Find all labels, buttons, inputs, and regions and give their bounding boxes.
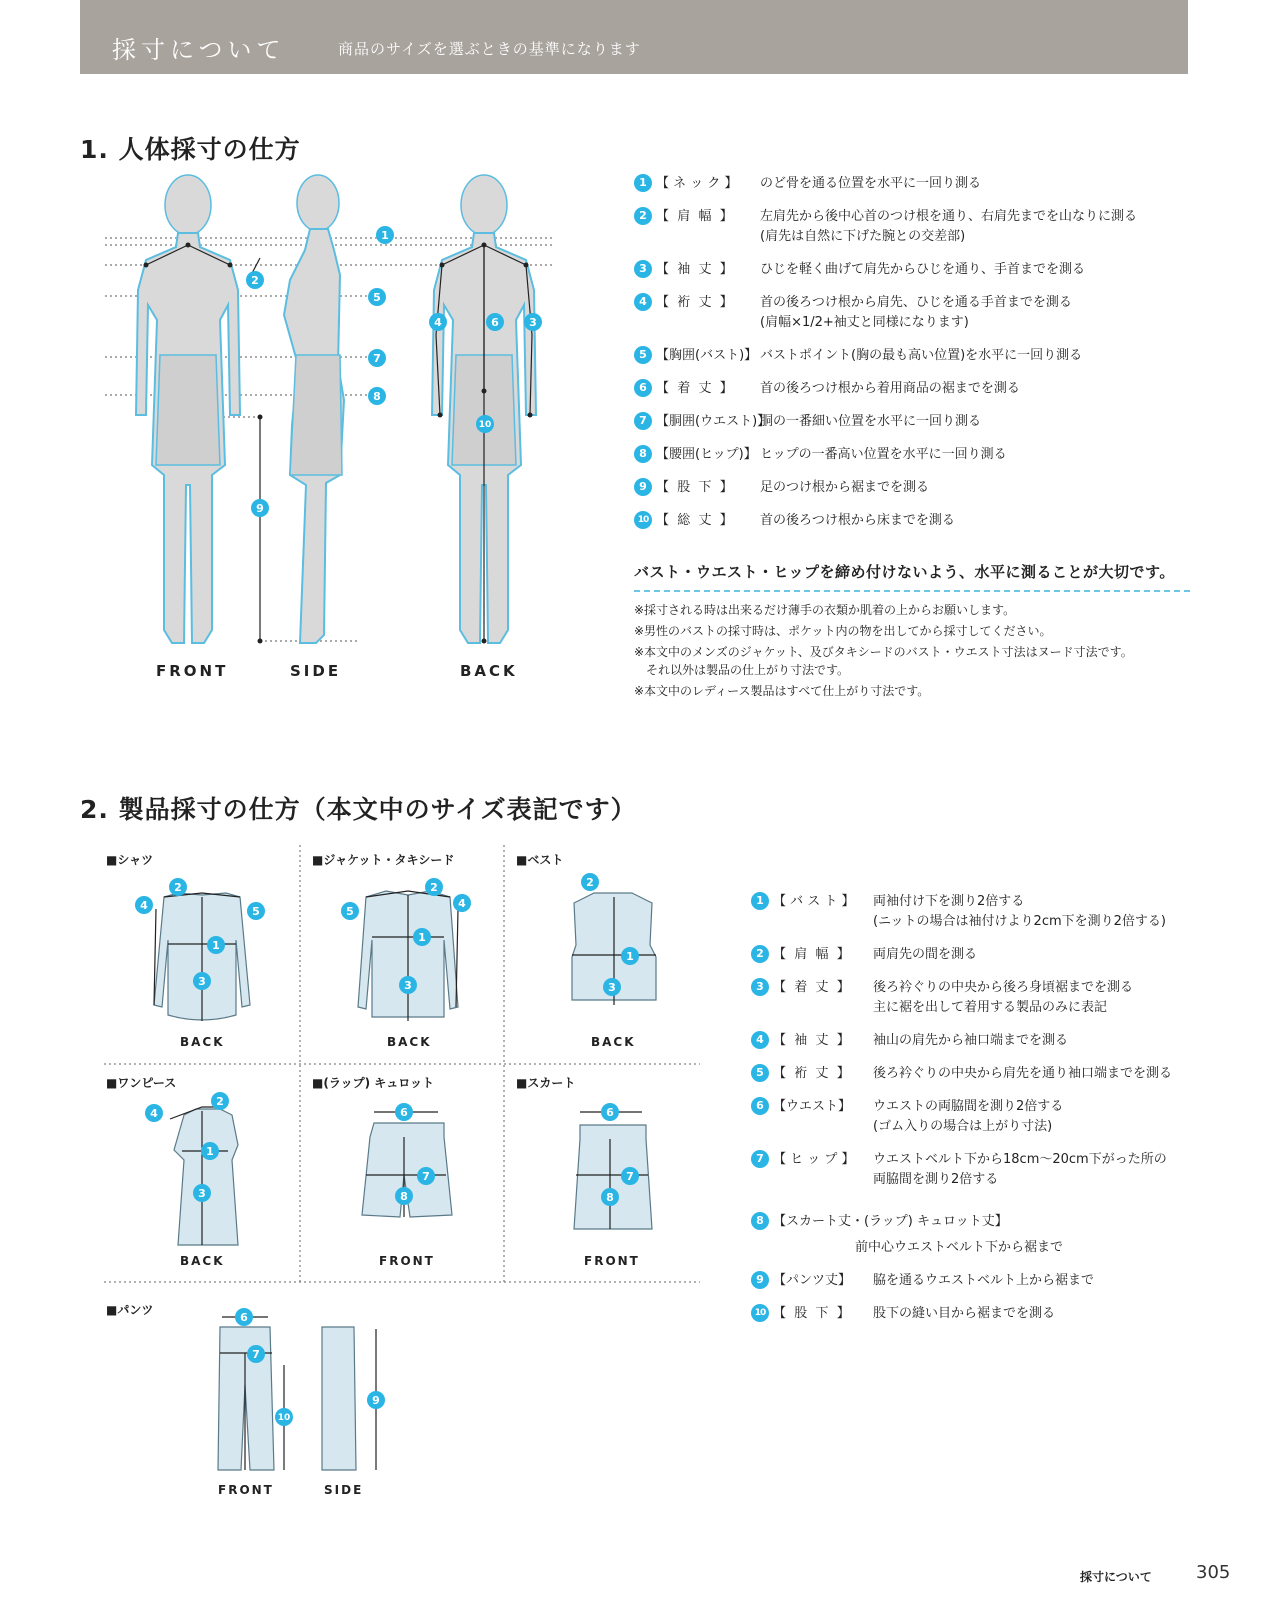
item-label: 【 着 丈 】 <box>656 381 733 396</box>
svg-text:3: 3 <box>198 1187 206 1200</box>
svg-text:3: 3 <box>198 975 206 988</box>
pants-marker-7 <box>247 1345 265 1363</box>
num-badge: 7 <box>751 1150 769 1168</box>
item-label: 【腰囲(ヒップ)】 <box>656 447 757 462</box>
marker-9 <box>251 499 269 517</box>
item-label: 【 肩 幅 】 <box>656 209 733 224</box>
item-desc: 両肩先の間を測る <box>873 947 978 962</box>
svg-text:2: 2 <box>586 876 594 889</box>
num-badge: 6 <box>751 1097 769 1115</box>
header-subtitle: 商品のサイズを選ぶときの基準になります <box>338 40 641 58</box>
item-desc: 足のつけ根から裾までを測る <box>760 480 930 495</box>
item-label: 【 ネ ッ ク 】 <box>656 176 738 191</box>
svg-text:8: 8 <box>400 1190 408 1203</box>
num-badge: 3 <box>751 978 769 996</box>
svg-text:5: 5 <box>252 905 260 918</box>
marker-3 <box>524 313 542 331</box>
marker-7 <box>368 349 386 367</box>
svg-text:2: 2 <box>174 881 182 894</box>
jacket-drawing <box>358 891 458 1021</box>
svg-text:7: 7 <box>422 1170 430 1183</box>
cell-title-pants: ■パンツ <box>106 1303 154 1317</box>
marker-10 <box>476 415 494 433</box>
body-item-8 <box>634 445 1194 465</box>
num-badge: 7 <box>634 412 652 430</box>
item-label: 【ウエスト】 <box>773 1099 852 1114</box>
cell-title-onepiece: ■ワンピース <box>106 1076 177 1090</box>
jacket-marker-3 <box>399 976 417 994</box>
num-badge: 9 <box>751 1271 769 1289</box>
body-figures <box>100 165 580 705</box>
item-desc: 後ろ衿ぐりの中央から肩先を通り袖口端までを測る <box>873 1066 1173 1081</box>
culotte-marker-6 <box>395 1103 413 1121</box>
num-badge: 1 <box>634 174 652 192</box>
item-label: 【パンツ丈】 <box>773 1273 852 1288</box>
svg-text:6: 6 <box>491 316 499 329</box>
onepiece-marker-3 <box>193 1184 211 1202</box>
onepiece-marker-1 <box>201 1142 219 1160</box>
item-desc: 脇を通るウエストベルト上から裾まで <box>873 1273 1095 1288</box>
num-badge: 10 <box>751 1304 769 1322</box>
svg-text:9: 9 <box>256 502 264 515</box>
svg-text:5: 5 <box>346 905 354 918</box>
item-label: 【 裄 丈 】 <box>773 1066 850 1081</box>
item-label: 【スカート丈・(ラップ) キュロット丈】 <box>773 1214 1008 1229</box>
shirt-marker-2 <box>169 878 187 896</box>
marker-2 <box>246 271 264 289</box>
svg-text:3: 3 <box>608 981 616 994</box>
item-label: 【 総 丈 】 <box>656 513 733 528</box>
body-item-10 <box>634 511 1194 531</box>
advice-text: バスト・ウエスト・ヒップを締め付けないよう、水平に測ることが大切です。 <box>634 561 1190 592</box>
item-desc: 後ろ衿ぐりの中央から後ろ身頃裾までを測る 主に裾を出して着用する製品のみに表記 <box>873 980 1134 1015</box>
onepiece-marker-4 <box>145 1104 163 1122</box>
body-item-4 <box>634 293 1194 333</box>
num-badge: 1 <box>751 892 769 910</box>
svg-text:6: 6 <box>606 1106 614 1119</box>
svg-text:2: 2 <box>251 274 259 287</box>
svg-text:8: 8 <box>373 390 381 403</box>
body-item-3 <box>634 260 1194 280</box>
num-badge: 6 <box>634 379 652 397</box>
skirt-marker-7 <box>621 1167 639 1185</box>
svg-text:10: 10 <box>478 420 492 430</box>
note-3: ※本文中のメンズのジャケット、及びタキシードのバスト・ウエスト寸法はヌード寸法です。 それ以外は製品の仕上がり寸法です。 <box>634 645 1133 677</box>
item-desc: ヒップの一番高い位置を水平に一回り測る <box>760 447 1007 462</box>
body-item-7 <box>634 412 1194 432</box>
prod-item-2 <box>751 945 1191 965</box>
item-desc: ウエストの両脇間を測り2倍する (ゴム入りの場合は上がり寸法) <box>873 1099 1064 1134</box>
num-badge: 8 <box>634 445 652 463</box>
svg-text:4: 4 <box>434 316 442 329</box>
pants-front-drawing <box>218 1317 284 1470</box>
section2-title: 2. 製品採寸の仕方（本文中のサイズ表記です） <box>80 795 637 824</box>
jacket-marker-5 <box>341 902 359 920</box>
svg-text:6: 6 <box>400 1106 408 1119</box>
item-label: 【 裄 丈 】 <box>656 295 733 310</box>
svg-text:2: 2 <box>216 1095 224 1108</box>
pants-marker-6 <box>235 1308 253 1326</box>
note-2: ※男性のバストの採寸時は、ポケット内の物を出してから採寸してください。 <box>634 624 1052 638</box>
item-desc: 左肩先から後中心首のつけ根を通り、右肩先までを山なりに測る (肩先は自然に下げた腕との交差部) <box>760 209 1138 244</box>
item-label: 【 袖 丈 】 <box>773 1033 850 1048</box>
jacket-marker-1 <box>413 928 431 946</box>
vest-marker-3 <box>603 978 621 996</box>
shirt-marker-3 <box>193 972 211 990</box>
svg-text:7: 7 <box>626 1170 634 1183</box>
prod-item-9 <box>751 1271 1191 1291</box>
num-badge: 4 <box>634 293 652 311</box>
item-desc: 首の後ろつけ根から床までを測る <box>760 513 955 528</box>
vest-marker-1 <box>621 947 639 965</box>
svg-text:7: 7 <box>252 1348 260 1361</box>
pants-marker-10 <box>275 1408 293 1426</box>
prod-item-10 <box>751 1304 1191 1324</box>
prod-item-4 <box>751 1031 1191 1051</box>
shirt-marker-5 <box>247 902 265 920</box>
prod-item-8 <box>751 1212 1191 1258</box>
cap-onepiece: BACK <box>180 1254 225 1268</box>
item-desc: 首の後ろつけ根から着用商品の裾までを測る <box>760 381 1020 396</box>
item-desc: のど骨を通る位置を水平に一回り測る <box>760 176 982 191</box>
culotte-marker-8 <box>395 1187 413 1205</box>
svg-text:3: 3 <box>529 316 537 329</box>
cap-skirt: FRONT <box>584 1254 640 1268</box>
item-desc: 首の後ろつけ根から肩先、ひじを通る手首までを測る (肩幅×1/2+袖丈と同様になります) <box>760 295 1072 330</box>
item-label: 【 バ ス ト 】 <box>773 894 855 909</box>
marker-8 <box>368 387 386 405</box>
svg-text:5: 5 <box>373 291 381 304</box>
prod-item-5 <box>751 1064 1191 1084</box>
footer-label: 採寸について <box>1080 1570 1152 1584</box>
item-desc: 胴の一番細い位置を水平に一回り測る <box>760 414 982 429</box>
item-label: 【 ヒ ッ プ 】 <box>773 1152 855 1167</box>
section1-title: 1. 人体採寸の仕方 <box>80 135 301 164</box>
cell-title-vest: ■ベスト <box>516 853 564 867</box>
note-1: ※採寸される時は出来るだけ薄手の衣類か肌着の上からお願いします。 <box>634 603 1016 617</box>
svg-text:2: 2 <box>430 881 438 894</box>
garment-grid <box>104 845 718 1525</box>
svg-text:4: 4 <box>458 897 466 910</box>
skirt-drawing <box>574 1112 652 1229</box>
item-desc: 前中心ウエストベルト下から裾まで <box>855 1240 1064 1255</box>
item-label: 【 袖 丈 】 <box>656 262 733 277</box>
prod-item-3 <box>751 978 1191 1018</box>
cell-title-skirt: ■スカート <box>516 1076 576 1090</box>
num-badge: 5 <box>751 1064 769 1082</box>
item-label: 【 着 丈 】 <box>773 980 850 995</box>
svg-text:1: 1 <box>206 1145 214 1158</box>
svg-text:1: 1 <box>381 229 389 242</box>
prod-item-1 <box>751 892 1191 932</box>
notes-list <box>634 601 1194 703</box>
body-item-2 <box>634 207 1194 247</box>
svg-text:9: 9 <box>372 1394 380 1407</box>
prod-item-7 <box>751 1150 1191 1190</box>
marker-5 <box>368 288 386 306</box>
cell-title-shirt: ■シャツ <box>106 853 154 867</box>
onepiece-marker-2 <box>211 1092 229 1110</box>
body-item-5 <box>634 346 1194 366</box>
garment-grid-svg <box>104 845 718 1525</box>
item-label: 【胸囲(バスト)】 <box>656 348 758 363</box>
num-badge: 3 <box>634 260 652 278</box>
onepiece-drawing <box>170 1107 238 1245</box>
item-label: 【 肩 幅 】 <box>773 947 850 962</box>
marker-6 <box>486 313 504 331</box>
body-item-6 <box>634 379 1194 399</box>
side-label: SIDE <box>290 662 342 680</box>
vest-marker-2 <box>581 873 599 891</box>
header-title: 採寸について <box>112 36 286 64</box>
cap-pants-side: SIDE <box>324 1483 364 1497</box>
skirt-marker-6 <box>601 1103 619 1121</box>
item-desc: 股下の縫い目から裾までを測る <box>873 1306 1056 1321</box>
cap-jacket: BACK <box>387 1035 432 1049</box>
svg-text:8: 8 <box>606 1191 614 1204</box>
note-4: ※本文中のレディース製品はすべて仕上がり寸法です。 <box>634 684 930 698</box>
shirt-drawing <box>154 893 250 1021</box>
cell-title-culotte: ■(ラップ) キュロット <box>312 1076 435 1090</box>
svg-text:7: 7 <box>373 352 381 365</box>
num-badge: 2 <box>751 945 769 963</box>
body-measure-list <box>634 174 1194 544</box>
num-badge: 2 <box>634 207 652 225</box>
item-label: 【胴囲(ウエスト)】 <box>656 414 771 429</box>
cap-culotte: FRONT <box>379 1254 435 1268</box>
shirt-marker-4 <box>135 896 153 914</box>
body-item-9 <box>634 478 1194 498</box>
item-desc: 両袖付け下を測り2倍する (ニットの場合は袖付けより2cm下を測り2倍する) <box>873 894 1166 929</box>
item-desc: ウエストベルト下から18cm〜20cm下がった所の 両脇間を測り2倍する <box>873 1152 1167 1187</box>
cap-pants-front: FRONT <box>218 1483 274 1497</box>
shirt-marker-1 <box>207 936 225 954</box>
item-desc: 袖山の肩先から袖口端までを測る <box>873 1033 1069 1048</box>
num-badge: 4 <box>751 1031 769 1049</box>
product-measure-list <box>751 892 1191 1337</box>
item-desc: ひじを軽く曲げて肩先からひじを通り、手首までを測る <box>760 262 1086 277</box>
item-desc: バストポイント(胸の最も高い位置)を水平に一回り測る <box>760 348 1083 363</box>
culotte-marker-7 <box>417 1167 435 1185</box>
cap-vest: BACK <box>591 1035 636 1049</box>
cap-shirt: BACK <box>180 1035 225 1049</box>
svg-text:4: 4 <box>140 899 148 912</box>
item-label: 【 股 下 】 <box>656 480 733 495</box>
svg-text:6: 6 <box>240 1311 248 1324</box>
cell-title-jacket: ■ジャケット・タキシード <box>312 853 455 867</box>
svg-text:4: 4 <box>150 1107 158 1120</box>
page-number: 305 <box>1196 1562 1231 1583</box>
item-label: 【 股 下 】 <box>773 1306 850 1321</box>
skirt-marker-8 <box>601 1188 619 1206</box>
front-label: FRONT <box>156 662 229 680</box>
num-badge: 8 <box>751 1212 769 1230</box>
pants-marker-9 <box>367 1391 385 1409</box>
back-label: BACK <box>460 662 518 680</box>
svg-text:1: 1 <box>212 939 220 952</box>
marker-1 <box>376 226 394 244</box>
svg-text:1: 1 <box>418 931 426 944</box>
svg-text:10: 10 <box>277 1413 291 1423</box>
body-figures-svg <box>100 165 580 705</box>
num-badge: 9 <box>634 478 652 496</box>
prod-item-6 <box>751 1097 1191 1137</box>
body-item-1 <box>634 174 1194 194</box>
jacket-marker-2 <box>425 878 443 896</box>
svg-text:1: 1 <box>626 950 634 963</box>
num-badge: 5 <box>634 346 652 364</box>
marker-4 <box>429 313 447 331</box>
jacket-marker-4 <box>453 894 471 912</box>
svg-text:3: 3 <box>404 979 412 992</box>
num-badge: 10 <box>634 511 652 529</box>
